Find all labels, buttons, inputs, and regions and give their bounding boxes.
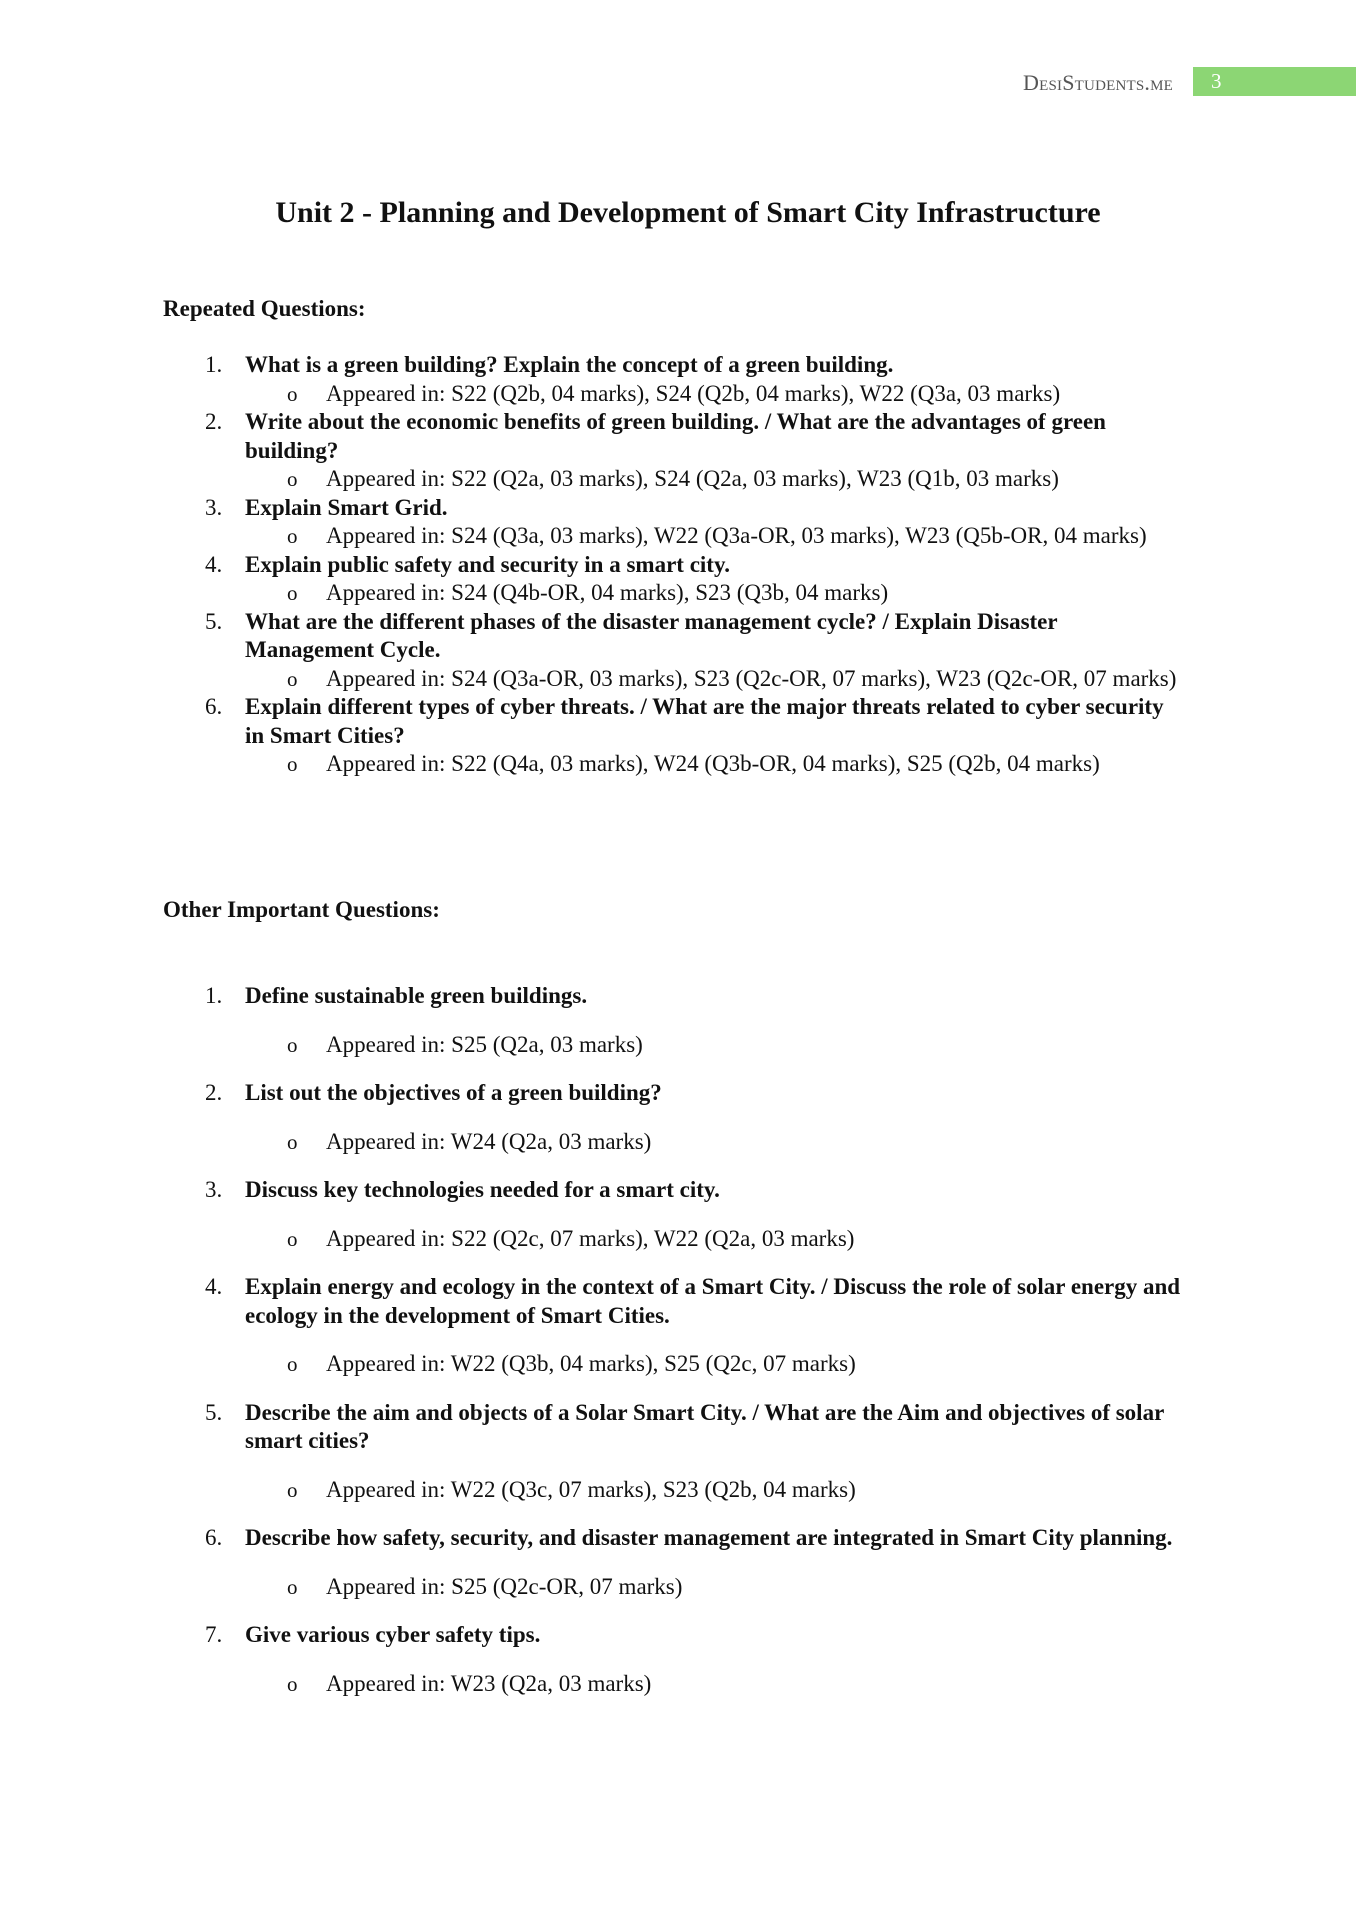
hollow-bullet-icon: o xyxy=(287,524,298,548)
appeared-in-text: Appeared in: S22 (Q2b, 04 marks), S24 (Q2b, 04 marks), W22 (Q3a, 03 marks) xyxy=(326,380,1061,406)
question-item xyxy=(0,1079,1358,1108)
question-number: 2. xyxy=(205,409,223,434)
appeared-in-text: Appeared in: S25 (Q2c-OR, 07 marks) xyxy=(326,1573,683,1599)
question-item xyxy=(0,1399,1358,1456)
hollow-bullet-icon: o xyxy=(287,1129,298,1154)
hollow-bullet-icon: o xyxy=(287,1032,298,1057)
other-questions-list xyxy=(0,982,1358,1718)
appeared-in-item xyxy=(0,1670,1358,1699)
hollow-bullet-icon: o xyxy=(287,1574,298,1599)
question-number: 4. xyxy=(205,1274,223,1299)
question-text: Explain different types of cyber threats. / What are the major threats related to cyber security in Smart Cities? xyxy=(245,694,1164,748)
question-item xyxy=(0,1273,1358,1330)
site-brand: DesiStudents.me xyxy=(1023,70,1173,95)
hollow-bullet-icon: o xyxy=(287,467,298,491)
question-number: 5. xyxy=(205,1399,223,1425)
question-item xyxy=(0,494,1358,523)
hollow-bullet-icon: o xyxy=(287,666,298,691)
question-item xyxy=(0,408,1358,465)
question-number: 7. xyxy=(205,1622,223,1647)
question-text: Explain energy and ecology in the context of a Smart City. / Discuss the role of solar energy and ecology in the development of Smart Cities. xyxy=(245,1274,1181,1328)
question-item xyxy=(0,982,1358,1011)
appeared-in-text: Appeared in: S25 (Q2a, 03 marks) xyxy=(326,1031,643,1057)
question-number: 5. xyxy=(205,608,223,634)
hollow-bullet-icon: o xyxy=(287,1671,298,1696)
appeared-in-text: Appeared in: S22 (Q4a, 03 marks), W24 (Q3b-OR, 04 marks), S25 (Q2b, 04 marks) xyxy=(326,751,1100,776)
question-item xyxy=(0,1621,1358,1650)
appeared-in-text: Appeared in: W22 (Q3c, 07 marks), S23 (Q2b, 04 marks) xyxy=(326,1476,856,1502)
appeared-in-text: Appeared in: S24 (Q3a-OR, 03 marks), S23 (Q2c-OR, 07 marks), W23 (Q2c-OR, 07 marks) xyxy=(326,665,1177,691)
question-text: Give various cyber safety tips. xyxy=(245,1622,541,1647)
document-title: Unit 2 - Planning and Development of Smart City Infrastructure xyxy=(275,196,1101,229)
appeared-in-item xyxy=(0,665,1358,694)
question-number: 3. xyxy=(205,494,223,520)
appeared-in-text: Appeared in: S22 (Q2a, 03 marks), S24 (Q2a, 03 marks), W23 (Q1b, 03 marks) xyxy=(326,466,1059,491)
appeared-in-text: Appeared in: S24 (Q3a, 03 marks), W22 (Q3a-OR, 03 marks), W23 (Q5b-OR, 04 marks) xyxy=(326,523,1147,548)
appeared-in-item xyxy=(0,750,1358,779)
appeared-in-item xyxy=(0,1573,1358,1602)
hollow-bullet-icon: o xyxy=(287,752,298,776)
section-heading-repeated: Repeated Questions: xyxy=(163,296,366,321)
question-text: Define sustainable green buildings. xyxy=(245,983,588,1008)
appeared-in-item xyxy=(0,1031,1358,1060)
question-text: What are the different phases of the disaster management cycle? / Explain Disaster Management Cycle. xyxy=(245,608,1058,662)
question-text: Explain Smart Grid. xyxy=(245,494,448,520)
hollow-bullet-icon: o xyxy=(287,581,298,605)
question-text: List out the objectives of a green building? xyxy=(245,1080,662,1105)
question-number: 3. xyxy=(205,1177,223,1202)
hollow-bullet-icon: o xyxy=(287,1352,298,1376)
question-item xyxy=(0,551,1358,580)
question-text: Describe the aim and objects of a Solar Smart City. / What are the Aim and objectives of solar smart cities? xyxy=(245,1399,1164,1453)
appeared-in-item xyxy=(0,465,1358,494)
repeated-questions-list xyxy=(0,351,1358,779)
question-text: What is a green building? Explain the concept of a green building. xyxy=(245,352,894,377)
question-number: 1. xyxy=(205,983,223,1008)
question-text: Describe how safety, security, and disaster management are integrated in Smart City planning. xyxy=(245,1525,1173,1550)
appeared-in-item xyxy=(0,1128,1358,1157)
question-item xyxy=(0,608,1358,665)
question-number: 2. xyxy=(205,1080,223,1105)
question-number: 6. xyxy=(205,694,223,719)
appeared-in-item xyxy=(0,1476,1358,1505)
page-number: 3 xyxy=(1211,69,1222,93)
appeared-in-item xyxy=(0,522,1358,551)
question-item xyxy=(0,693,1358,750)
question-text: Write about the economic benefits of green building. / What are the advantages of green building? xyxy=(245,409,1106,463)
appeared-in-item xyxy=(0,579,1358,608)
question-text: Discuss key technologies needed for a smart city. xyxy=(245,1177,720,1202)
question-number: 4. xyxy=(205,551,223,577)
hollow-bullet-icon: o xyxy=(287,1477,298,1502)
appeared-in-item xyxy=(0,1350,1358,1379)
appeared-in-item xyxy=(0,380,1358,409)
question-item xyxy=(0,1176,1358,1205)
appeared-in-text: Appeared in: W22 (Q3b, 04 marks), S25 (Q2c, 07 marks) xyxy=(326,1351,856,1376)
question-text: Explain public safety and security in a smart city. xyxy=(245,551,730,577)
question-number: 6. xyxy=(205,1525,223,1550)
question-item xyxy=(0,1524,1358,1553)
page-number-badge xyxy=(1193,67,1356,96)
section-heading-other: Other Important Questions: xyxy=(163,897,440,922)
question-item xyxy=(0,351,1358,380)
appeared-in-text: Appeared in: S24 (Q4b-OR, 04 marks), S23 (Q3b, 04 marks) xyxy=(326,580,889,605)
question-number: 1. xyxy=(205,352,223,377)
appeared-in-item xyxy=(0,1225,1358,1254)
appeared-in-text: Appeared in: W23 (Q2a, 03 marks) xyxy=(326,1670,652,1696)
appeared-in-text: Appeared in: W24 (Q2a, 03 marks) xyxy=(326,1128,652,1154)
hollow-bullet-icon: o xyxy=(287,381,298,406)
appeared-in-text: Appeared in: S22 (Q2c, 07 marks), W22 (Q2a, 03 marks) xyxy=(326,1225,855,1251)
hollow-bullet-icon: o xyxy=(287,1226,298,1251)
